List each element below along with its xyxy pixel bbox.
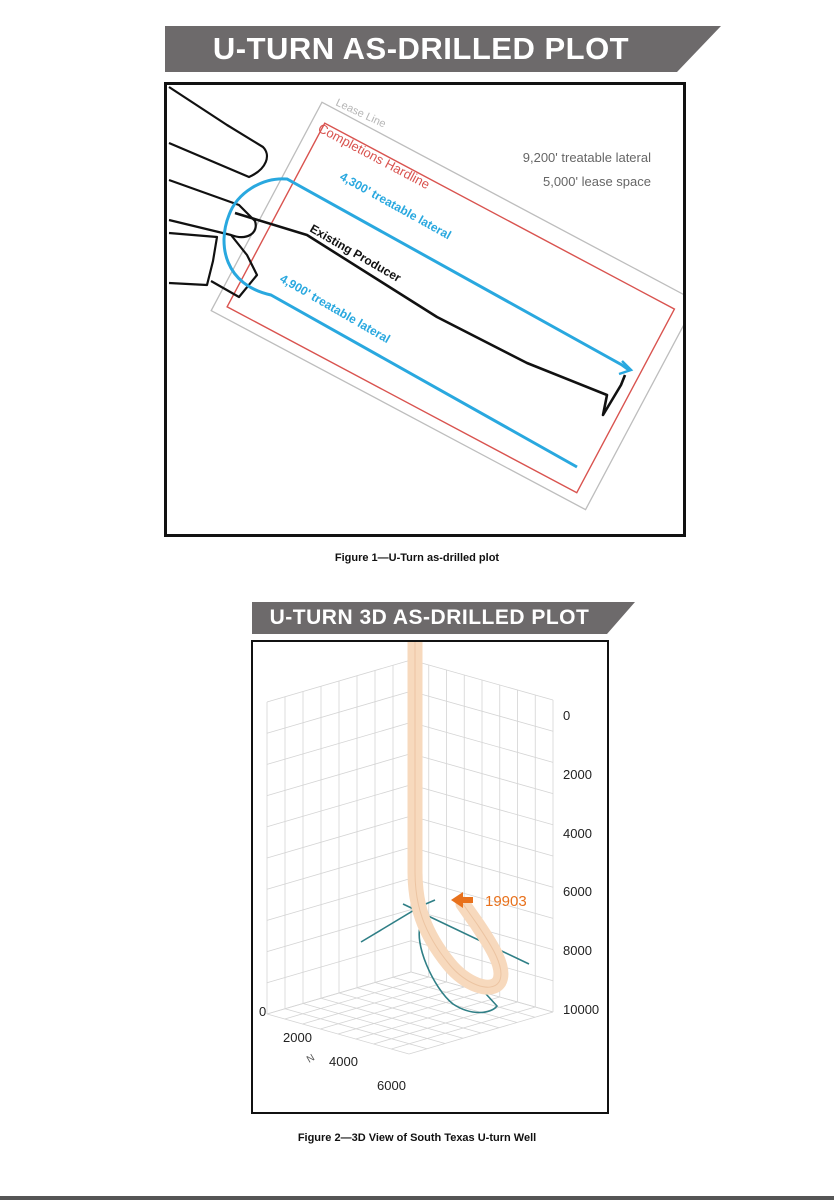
figure2-title: U-TURN 3D AS-DRILLED PLOT bbox=[269, 606, 590, 629]
lower-lateral-label: 4,900' treatable lateral bbox=[277, 271, 393, 347]
horizontal-tick-6000: 6000 bbox=[377, 1078, 406, 1093]
depth-tick-6000: 6000 bbox=[563, 884, 592, 899]
existing-producer-label: Existing Producer bbox=[307, 221, 404, 285]
depth-tick-8000: 8000 bbox=[563, 943, 592, 958]
summary-total-lateral: 9,200' treatable lateral bbox=[522, 150, 651, 165]
figure1-title: U-TURN AS-DRILLED PLOT bbox=[212, 31, 630, 66]
figure2-svg bbox=[253, 642, 607, 1112]
figure2-banner bbox=[252, 602, 635, 634]
grid-line bbox=[321, 998, 463, 1038]
completions-hardline-label: Completions Hardline bbox=[315, 120, 433, 192]
depth-tick-0: 0 bbox=[563, 708, 571, 723]
horizontal-tick-0: 0 bbox=[259, 1004, 267, 1019]
grid-line bbox=[356, 997, 500, 1039]
wellbore-path bbox=[415, 642, 501, 987]
surface-boundary bbox=[169, 87, 267, 297]
summary-lease-space: 5,000' lease space bbox=[542, 174, 651, 189]
figure2-caption: Figure 2—3D View of South Texas U-turn Well bbox=[297, 1132, 537, 1144]
figure1-svg bbox=[167, 85, 683, 534]
upper-lateral-label: 4,300' treatable lateral bbox=[337, 169, 454, 243]
north-arrow-icon: N bbox=[305, 1052, 317, 1066]
lease-line-label: Lease Line bbox=[333, 96, 388, 131]
page-bottom-rule bbox=[0, 1196, 834, 1200]
depth-tick-2000: 2000 bbox=[563, 767, 592, 782]
depth-tick-10000: 10000 bbox=[563, 1002, 600, 1017]
marker-label: 19903 bbox=[485, 893, 527, 910]
grid-line bbox=[339, 993, 481, 1033]
horizontal-tick-4000: 4000 bbox=[329, 1054, 358, 1069]
horizontal-tick-2000: 2000 bbox=[283, 1030, 312, 1045]
grid-line bbox=[303, 1004, 445, 1044]
figure2-plot bbox=[251, 640, 609, 1114]
grid-line bbox=[409, 1012, 553, 1054]
figure1-banner bbox=[165, 26, 721, 72]
figure1-plot bbox=[164, 82, 686, 537]
depth-tick-4000: 4000 bbox=[563, 826, 592, 841]
grid-line bbox=[391, 1007, 535, 1049]
figure1-caption: Figure 1—U-Turn as-drilled plot bbox=[334, 552, 500, 564]
